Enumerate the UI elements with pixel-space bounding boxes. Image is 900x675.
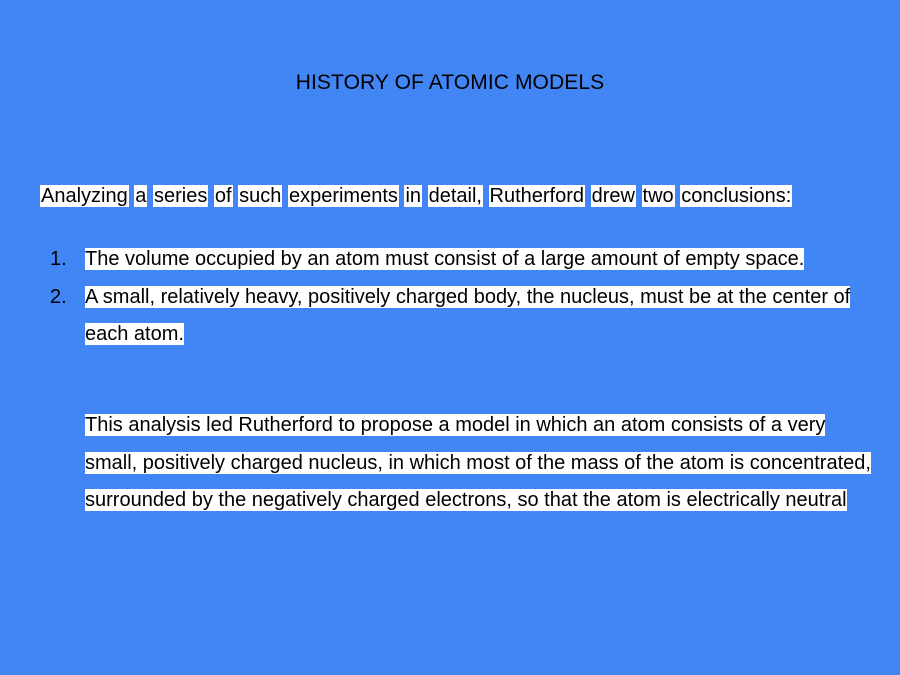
conclusion-text: The volume occupied by an atom must consist of a large amount of empty space. [85, 248, 805, 270]
list-number: 1. [50, 248, 67, 270]
conclusions-list [50, 241, 860, 354]
intro-word: in [405, 185, 422, 207]
intro-word: experiments [288, 185, 398, 207]
intro-word: Rutherford [489, 185, 585, 207]
conclusion-text: A small, relatively heavy, positively charged body, the nucleus, must be at the center of each atom. [85, 285, 851, 345]
intro-word: Analyzing [41, 185, 128, 207]
conclusion-item [50, 279, 860, 354]
list-number: 2. [50, 285, 67, 308]
summary-text: This analysis led Rutherford to propose a model in which an atom consists of a very small, positively charged nucleus, in which most of the mass of the atom is concentrated, surrounded by the negatively charged electrons, so that the atom is electrically neutral [85, 414, 871, 511]
intro-sentence [40, 183, 880, 209]
intro-word: a [135, 185, 147, 207]
slide-title: HISTORY OF ATOMIC MODELS [295, 71, 605, 94]
summary-paragraph [85, 407, 875, 520]
intro-word: series [153, 185, 208, 207]
intro-word: such [239, 185, 282, 207]
intro-word: detail, [428, 185, 482, 207]
intro-word: conclusions: [681, 185, 792, 207]
intro-word: of [214, 185, 232, 207]
intro-word: two [642, 185, 674, 207]
intro-word: drew [591, 185, 635, 207]
conclusion-item [50, 241, 860, 279]
